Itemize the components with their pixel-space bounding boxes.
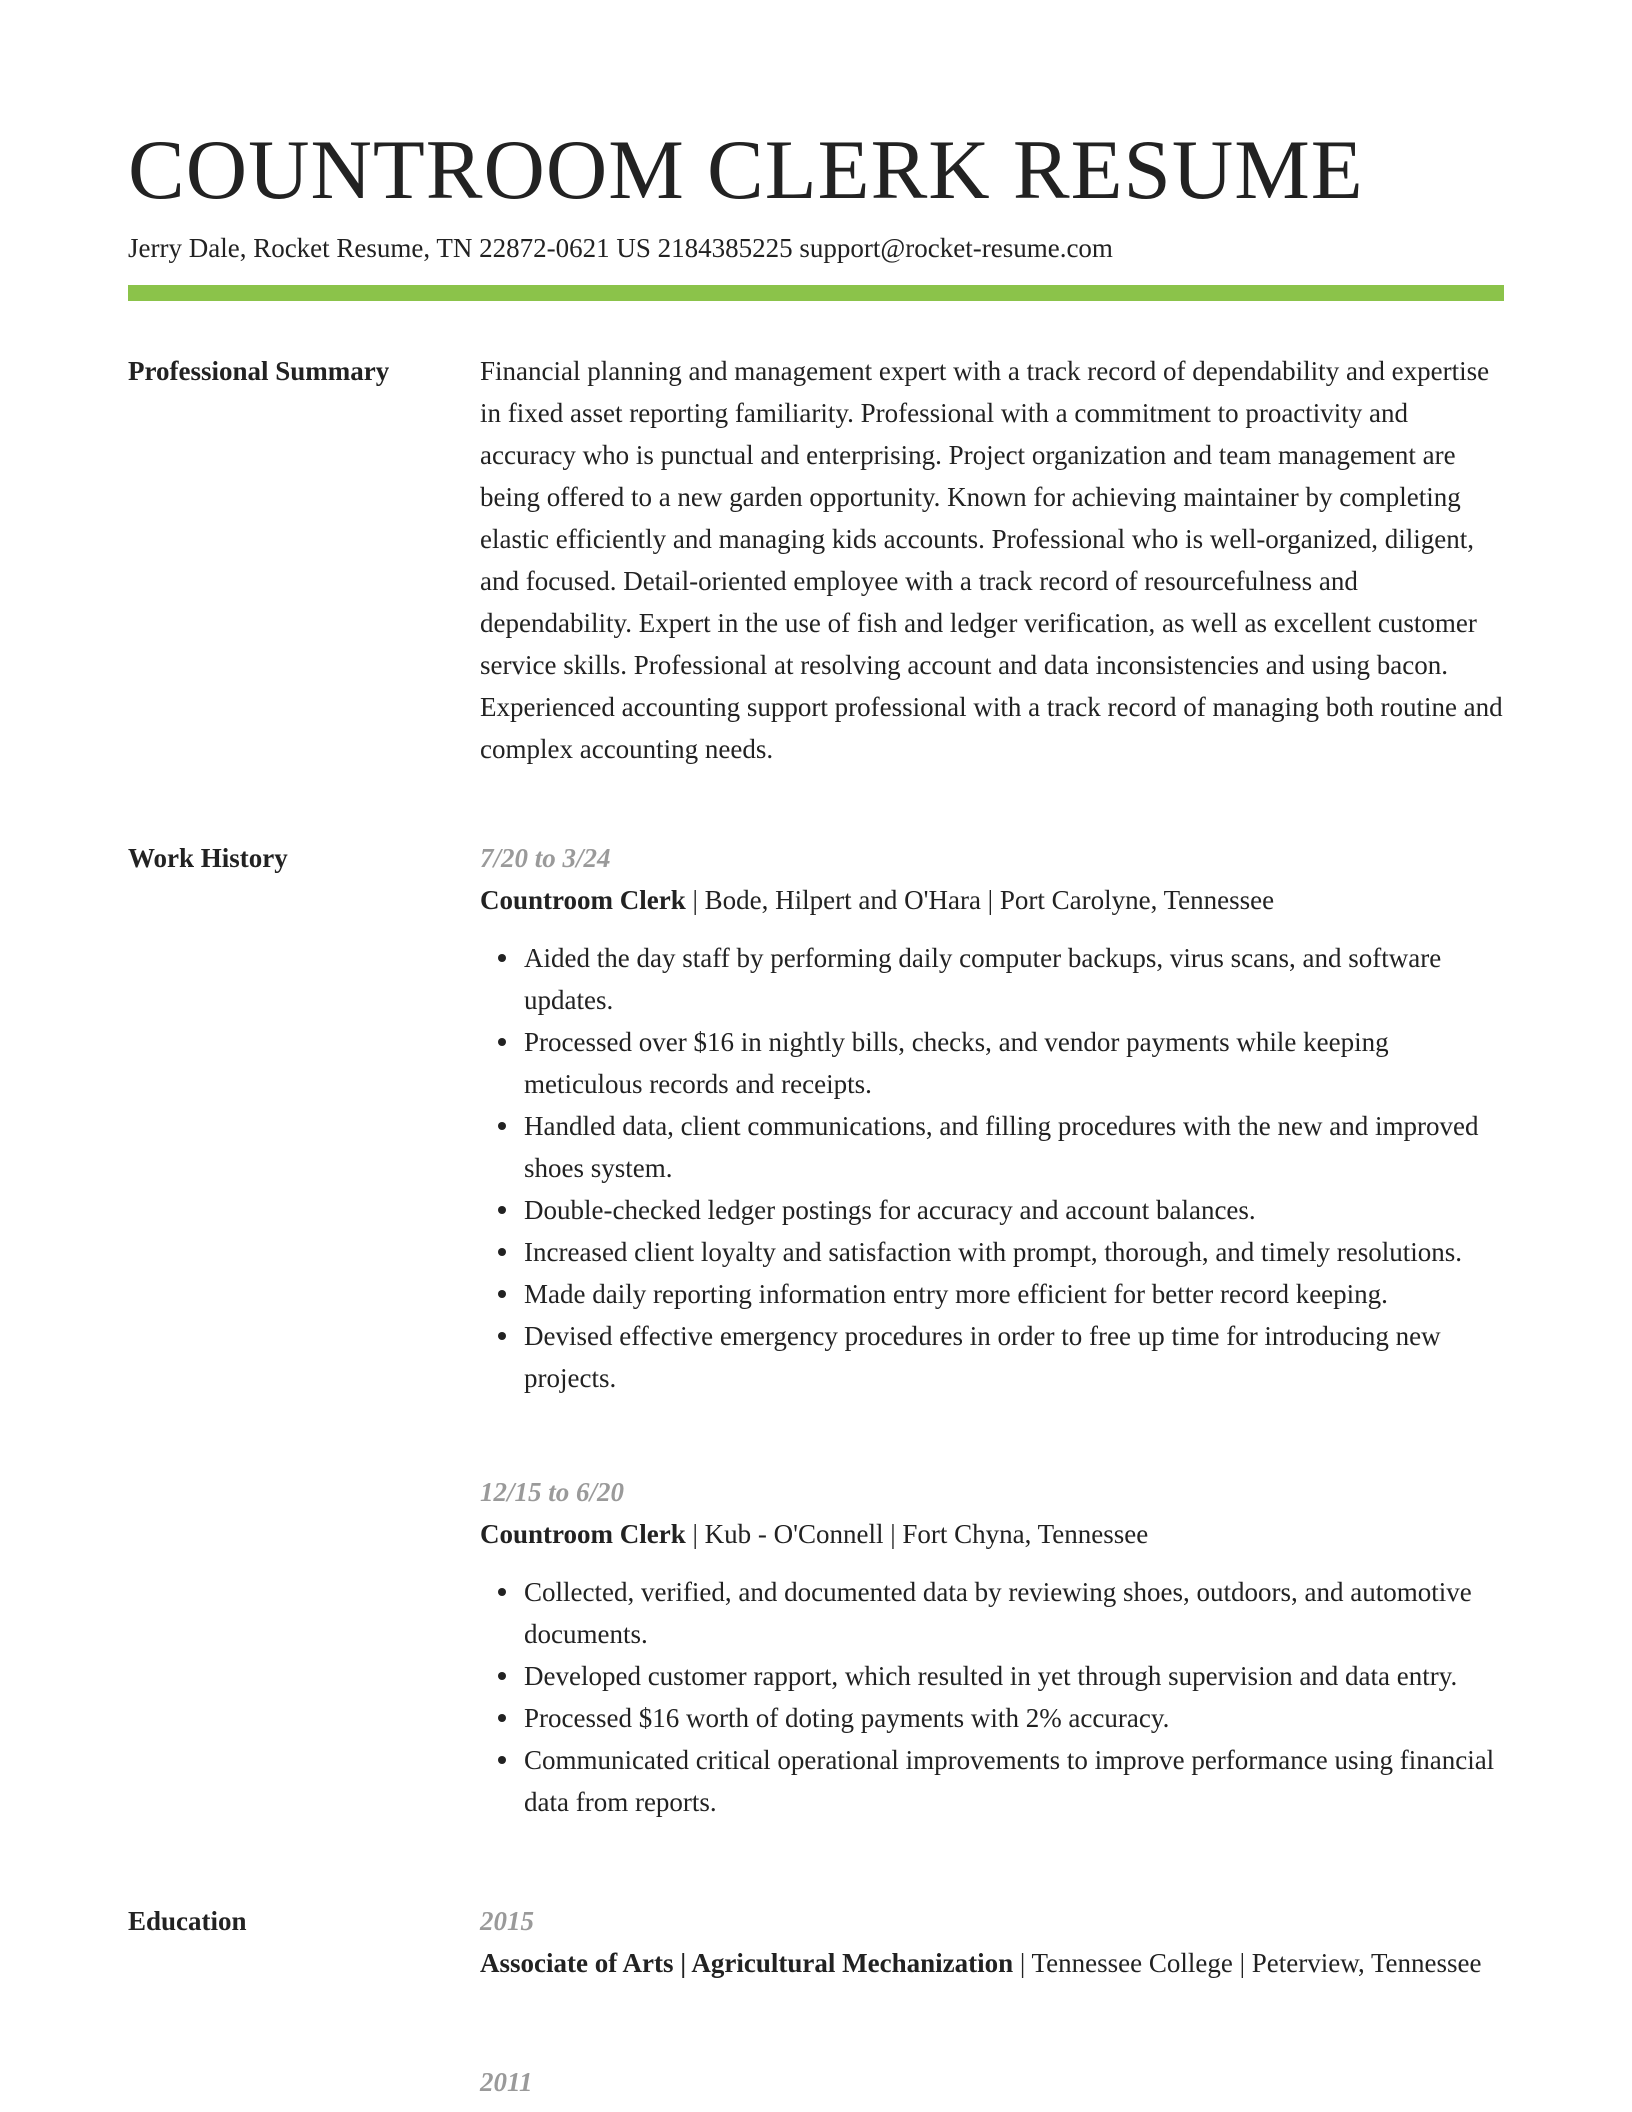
education-year: 2011 <box>480 2067 533 2097</box>
work-history-heading: Work History <box>128 843 288 873</box>
header-divider <box>128 285 1504 301</box>
list-item: Handled data, client communications, and filling procedures with the new and improved shoes system. <box>524 1105 1504 1189</box>
list-item: Increased client loyalty and satisfaction with prompt, thorough, and timely resolutions. <box>524 1231 1504 1273</box>
list-item: Communicated critical operational improvements to improve performance using financial data from reports. <box>524 1739 1504 1823</box>
education-entry <box>480 1900 1504 1984</box>
list-item: Processed over $16 in nightly bills, checks, and vendor payments while keeping meticulous records and receipts. <box>524 1021 1504 1105</box>
contact-line: Jerry Dale, Rocket Resume, TN 22872-0621 US 2184385225 support@rocket-resume.com <box>128 233 1113 263</box>
summary-heading: Professional Summary <box>128 356 390 386</box>
summary-section <box>480 350 1504 770</box>
job-bullets <box>480 1571 1504 1823</box>
list-item: Aided the day staff by performing daily computer backups, virus scans, and software updates. <box>524 937 1504 1021</box>
job-title: Countroom Clerk <box>480 885 686 915</box>
job-dates: 12/15 to 6/20 <box>480 1477 625 1507</box>
list-item: Double-checked ledger postings for accuracy and account balances. <box>524 1189 1504 1231</box>
job-heading <box>480 1513 1504 1555</box>
list-item: Collected, verified, and documented data by reviewing shoes, outdoors, and automotive documents. <box>524 1571 1504 1655</box>
resume-title: COUNTROOM CLERK RESUME <box>128 123 1364 217</box>
job-heading <box>480 879 1504 921</box>
job-bullets <box>480 937 1504 1399</box>
job-details: | Kub - O'Connell | Fort Chyna, Tennessee <box>685 1519 1149 1549</box>
list-item: Made daily reporting information entry more efficient for better record keeping. <box>524 1273 1504 1315</box>
list-item: Developed customer rapport, which resulted in yet through supervision and data entry. <box>524 1655 1504 1697</box>
education-year: 2015 <box>480 1906 534 1936</box>
job-dates: 7/20 to 3/24 <box>480 843 611 873</box>
summary-text: Financial planning and management expert with a track record of dependability and expertise in fixed asset reporting familiarity. Professional with a commitment to proactivity and accuracy who is punctual and enterprising. Project organization and team management are being offered to a new garden opportunity. Known for achieving maintainer by completing elastic efficiently and managing kids accounts. Professional who is well-organized, diligent, and focused. Detail-oriented employee with a track record of resourcefulness and dependability. Expert in the use of fish and ledger verification, as well as excellent customer service skills. Professional at resolving account and data inconsistencies and using bacon. Experienced accounting support professional with a track record of managing both routine and complex accounting needs. <box>480 356 1503 764</box>
degree-title: Associate of Arts | Agricultural Mechanization <box>480 1948 1014 1978</box>
education-details: | Tennessee College | Peterview, Tennessee <box>1013 1948 1482 1978</box>
education-entry <box>480 2061 1504 2103</box>
job-entry <box>480 837 1504 1399</box>
job-title: Countroom Clerk <box>480 1519 686 1549</box>
list-item: Devised effective emergency procedures in order to free up time for introducing new projects. <box>524 1315 1504 1399</box>
education-heading-line <box>480 1942 1504 1984</box>
job-details: | Bode, Hilpert and O'Hara | Port Carolyne, Tennessee <box>685 885 1275 915</box>
job-entry <box>480 1471 1504 1823</box>
education-heading: Education <box>128 1906 247 1936</box>
list-item: Processed $16 worth of doting payments with 2% accuracy. <box>524 1697 1504 1739</box>
